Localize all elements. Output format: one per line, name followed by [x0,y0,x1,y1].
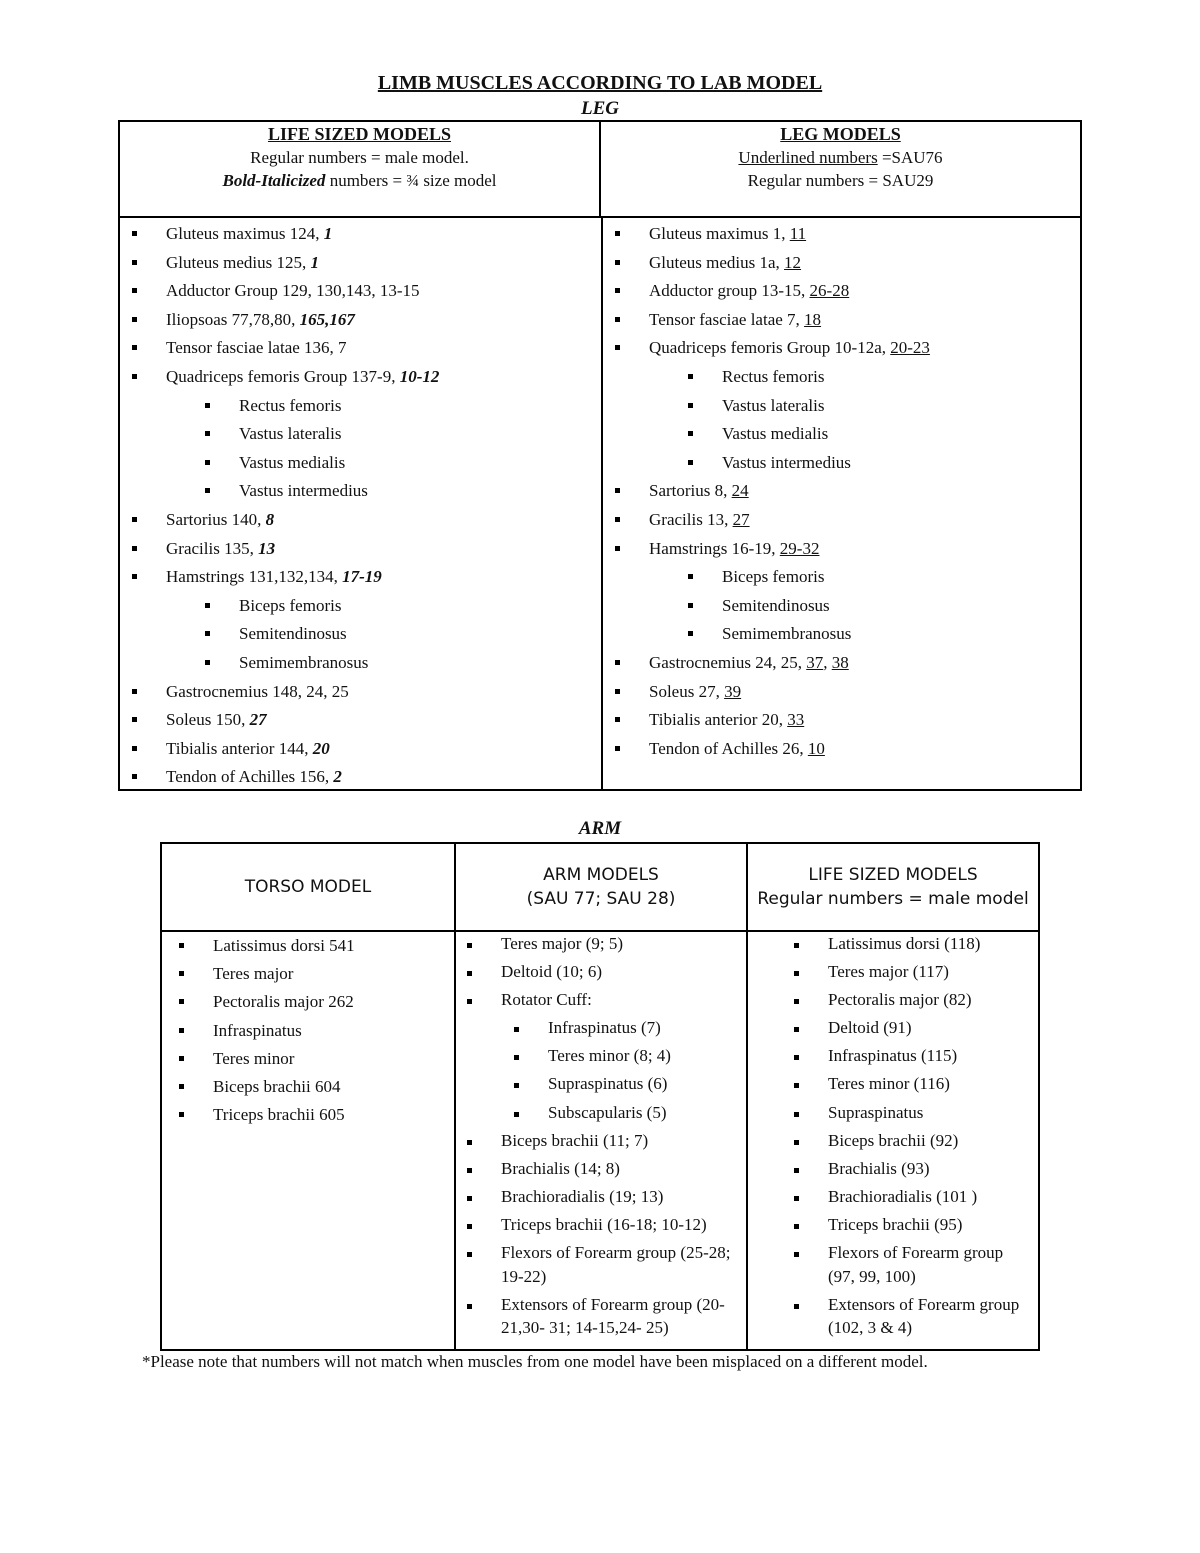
list-item [120,477,599,506]
list-item-text: Rectus femoris [722,366,825,386]
arm-col3-list [748,932,1036,1344]
bullet-icon [132,774,137,779]
list-item-text: Quadriceps femoris Group 10-12a, [649,338,891,358]
bullet-icon [794,943,799,948]
list-item-text: Vastus medialis [239,452,346,472]
bullet-icon [179,1028,184,1033]
leg-right-header [601,122,1080,218]
arm-table [160,842,1040,1351]
list-item [456,1072,742,1096]
bullet-icon [132,317,137,322]
list-item-text: Deltoid (10; 6) [501,962,603,982]
leg-right-header-line2: Regular numbers = SAU29 [747,171,934,190]
footnote: *Please note that numbers will not match when muscles from one model have been misplaced on a different model. [142,1352,928,1371]
list-item-text: Tensor fasciae latae 136, 7 [166,338,347,358]
leg-table [118,120,1082,791]
list-item [120,449,599,478]
list-item [162,1101,452,1129]
list-item [120,363,599,392]
underlined-number: 29-32 [779,538,820,558]
bullet-icon [132,288,137,293]
bullet-icon [794,1168,799,1173]
arm-col1-header [162,844,454,932]
list-item [603,334,1080,363]
list-item [456,932,742,956]
list-item [120,334,599,363]
bullet-icon [615,345,620,350]
list-item-text: Biceps brachii 604 [213,1077,341,1097]
bullet-icon [514,1055,519,1060]
list-item [162,988,452,1016]
list-item [456,1213,742,1237]
list-item-text: Triceps brachii 605 [213,1105,345,1125]
bullet-icon [467,1224,472,1229]
leg-left-header-title: LIFE SIZED MODELS [267,124,452,144]
list-item [603,306,1080,335]
list-item-text: Sartorius 8, [649,481,732,501]
bullet-icon [179,943,184,948]
bold-italic-number: 1 [323,224,333,243]
underlined-number: 10 [807,738,825,758]
list-item-text: Semitendinosus [722,595,830,615]
list-item-text: Teres major (9; 5) [501,934,624,953]
bullet-icon [467,1304,472,1309]
bullet-icon [467,1140,472,1145]
list-item-text: Gluteus medius 125, [166,252,311,272]
list-item [456,1157,742,1181]
bullet-icon [794,1196,799,1201]
list-item [120,563,599,592]
list-item [603,277,1080,306]
list-item-text: Adductor Group 129, 130,143, 13-15 [166,281,420,301]
bullet-icon [794,1027,799,1032]
bullet-icon [688,403,693,408]
list-item-text: Rotator Cuff: [501,990,592,1010]
list-item [603,392,1080,421]
bullet-icon [688,431,693,436]
bullet-icon [132,746,137,751]
leg-right-header-line1 [601,146,1080,169]
list-item [748,988,1036,1012]
list-item [162,1017,452,1045]
list-item-text: Rectus femoris [239,395,342,415]
bullet-icon [615,260,620,265]
list-item-text: Sartorius 140, [166,509,266,529]
list-item [120,649,599,678]
bullet-icon [205,431,210,436]
bullet-icon [794,1224,799,1229]
bullet-icon [615,517,620,522]
bullet-icon [615,717,620,722]
list-item [603,649,1080,678]
separator: , [823,652,832,672]
bold-italic-number: 27 [249,710,267,730]
list-item-text: Vastus lateralis [722,395,825,415]
underlined-number: 38 [831,652,849,672]
list-item-text: Brachioradialis (101 ) [828,1186,978,1206]
list-item [456,1016,742,1040]
bullet-icon [794,1140,799,1145]
underlined-number: 20-23 [890,338,930,358]
list-item-text: Latissimus dorsi (118) [828,934,981,953]
bullet-icon [615,689,620,694]
list-item [120,620,599,649]
list-item-text: Teres major (117) [828,962,949,982]
bullet-icon [132,260,137,265]
bullet-icon [132,546,137,551]
list-item-text: Gracilis 135, [166,538,259,558]
list-item [748,1129,1036,1153]
list-item [603,620,1080,649]
bullet-icon [794,1304,799,1309]
list-item-text: Teres minor (116) [828,1074,950,1094]
list-item [456,1185,742,1209]
arm-col3-header-line2: Regular numbers = male model [757,889,1029,909]
underlined-number: 37 [806,652,824,672]
bullet-icon [514,1112,519,1117]
list-item-text: Deltoid (91) [828,1018,912,1038]
list-item [162,1073,452,1101]
list-item-text: Triceps brachii (95) [828,1214,963,1234]
bullet-icon [205,460,210,465]
list-item-text: Iliopsoas 77,78,80, [166,309,300,329]
list-item [748,1044,1036,1068]
bullet-icon [467,1196,472,1201]
bullet-icon [132,689,137,694]
bullet-icon [615,746,620,751]
leg-left-header-line2 [120,169,599,192]
list-item-text: Vastus lateralis [239,424,342,444]
list-item-text: Brachialis (93) [828,1158,930,1178]
arm-col-arm-models [456,844,746,1349]
list-item [748,1101,1036,1125]
bullet-icon [688,603,693,608]
list-item [603,249,1080,278]
bullet-icon [467,943,472,948]
arm-col2-header [456,844,746,932]
list-item [120,277,599,306]
list-item-text: Gluteus medius 1a, [649,252,785,272]
list-item [120,306,599,335]
bullet-icon [132,374,137,379]
leg-section-title: LEG [581,98,619,119]
list-item-text: Semimembranosus [722,624,852,644]
arm-col1-list [162,932,452,1129]
page-title: LIMB MUSCLES ACCORDING TO LAB MODEL [377,72,823,94]
arm-col2-header-line2: (SAU 77; SAU 28) [526,889,676,909]
list-item-text: Pectoralis major (82) [828,990,972,1010]
bullet-icon [615,660,620,665]
list-item [603,563,1080,592]
list-item [162,1045,452,1073]
bullet-icon [179,971,184,976]
list-item [748,1293,1036,1340]
bullet-icon [467,1252,472,1257]
bullet-icon [794,1252,799,1257]
bullet-icon [205,403,210,408]
list-item [120,420,599,449]
list-item [120,592,599,621]
list-item [120,392,599,421]
list-item [120,735,599,764]
list-item [120,706,599,735]
bullet-icon [467,971,472,976]
leg-left-header-line2-rest: numbers = ¾ size model [325,171,497,190]
bold-italic-number: 1 [310,252,319,272]
list-item-text: Soleus 150, [166,710,250,730]
bullet-icon [179,1112,184,1117]
list-item [748,960,1036,984]
list-item-text: Teres minor [213,1048,295,1068]
leg-left-header [120,122,601,218]
list-item-text: Tibialis anterior 20, [649,710,788,730]
list-item [456,960,742,984]
list-item [603,420,1080,449]
list-item [603,678,1080,707]
underlined-number: 33 [787,710,805,730]
bullet-icon [179,1056,184,1061]
underlined-number: 18 [804,309,822,329]
list-item-text: Biceps brachii (11; 7) [501,1130,649,1150]
bullet-icon [514,1027,519,1032]
list-item-text: Quadriceps femoris Group 137-9, [166,366,400,386]
list-item [120,506,599,535]
bold-italic-number: 20 [312,738,330,758]
bold-italic-number: 165,167 [299,309,355,329]
list-item-text: Infraspinatus (115) [828,1046,958,1066]
bullet-icon [794,999,799,1004]
list-item-text: Biceps femoris [722,567,825,587]
list-item-text: Biceps femoris [239,595,342,615]
list-item [120,535,599,564]
bullet-icon [205,631,210,636]
list-item [162,932,452,960]
bullet-icon [615,546,620,551]
list-item-text: Gastrocnemius 148, 24, 25 [166,681,349,701]
list-item [748,932,1036,956]
list-item-text: Extensors of Forearm group (20- 21,30- 31; 14-15,24- 25) [501,1294,725,1338]
underlined-number: 26-28 [809,281,850,301]
underlined-number: 12 [784,252,802,272]
bold-italic-number: 8 [265,509,275,529]
list-item [456,1293,742,1340]
list-item-text: Tendon of Achilles 156, [166,767,334,787]
list-item-text: Soleus 27, [649,681,725,701]
list-item-text: Brachioradialis (19; 13) [501,1186,664,1206]
list-item-text: Tendon of Achilles 26, [649,738,808,758]
list-item-text: Teres major [213,964,294,984]
bullet-icon [794,1083,799,1088]
bold-italic-number: 2 [333,767,342,787]
list-item [603,220,1080,249]
list-item [456,1044,742,1068]
leg-right-header-line1-rest: =SAU76 [877,148,943,167]
bullet-icon [794,1112,799,1117]
list-item [748,1016,1036,1040]
list-item [603,363,1080,392]
bullet-icon [688,631,693,636]
list-item [603,506,1080,535]
list-item-text: Gluteus maximus 1, [649,224,790,243]
list-item [162,960,452,988]
list-item [748,1241,1036,1288]
list-item [603,735,1080,764]
underlined-number: 39 [724,681,742,701]
list-item-text: Subscapularis (5) [548,1102,667,1122]
list-item-text: Pectoralis major 262 [213,992,354,1012]
list-item-text: Extensors of Forearm group (102, 3 & 4) [828,1294,1020,1338]
list-item [603,477,1080,506]
list-item-text: Brachialis (14; 8) [501,1158,620,1178]
list-item [603,449,1080,478]
underlined-number: 11 [789,224,807,243]
leg-left-header-line1: Regular numbers = male model. [250,148,469,167]
list-item-text: Flexors of Forearm group (25-28; 19-22) [501,1243,731,1286]
bullet-icon [132,574,137,579]
list-item-text: Biceps brachii (92) [828,1130,959,1150]
bullet-icon [615,317,620,322]
bullet-icon [688,574,693,579]
bullet-icon [615,288,620,293]
list-item-text: Teres minor (8; 4) [548,1046,671,1066]
bullet-icon [794,1055,799,1060]
arm-col3-header [748,844,1038,932]
list-item [456,1101,742,1125]
leg-left-list [120,218,599,792]
arm-col-life-sized [748,844,1038,1349]
leg-right-list [603,218,1080,763]
list-item-text: Supraspinatus (6) [548,1074,668,1094]
list-item-text: Latissimus dorsi 541 [213,936,355,955]
arm-col-torso [162,844,454,1349]
list-item [456,988,742,1012]
bullet-icon [179,1084,184,1089]
list-item-text: Tensor fasciae latae 7, [649,309,805,329]
bullet-icon [205,603,210,608]
list-item [120,678,599,707]
bullet-icon [132,717,137,722]
arm-section-title: ARM [578,818,622,839]
leg-right-header-title: LEG MODELS [780,124,901,144]
list-item-text: Vastus intermedius [722,452,851,472]
bullet-icon [179,999,184,1004]
underlined-label: Underlined numbers [738,148,878,167]
bold-italic-number: 13 [258,538,276,558]
list-item [603,535,1080,564]
list-item [120,249,599,278]
list-item [748,1213,1036,1237]
list-item-text: Vastus medialis [722,424,829,444]
list-item-text: Supraspinatus [828,1102,924,1122]
list-item-text: Adductor group 13-15, [649,281,810,301]
bullet-icon [688,460,693,465]
bold-italic-label: Bold-Italicized [222,171,326,190]
bullet-icon [205,660,210,665]
bold-italic-number: 10-12 [399,366,440,386]
arm-col1-header-line1: TORSO MODEL [244,877,372,897]
list-item-text: Gastrocnemius 24, 25, [649,652,807,672]
bold-italic-number: 17-19 [342,567,382,587]
list-item [603,706,1080,735]
list-item-text: Vastus intermedius [239,481,368,501]
list-item [748,1072,1036,1096]
list-item-text: Infraspinatus [213,1020,302,1040]
bullet-icon [467,999,472,1004]
list-item [120,220,599,249]
bullet-icon [794,971,799,976]
list-item [603,592,1080,621]
bullet-icon [467,1168,472,1173]
list-item-text: Triceps brachii (16-18; 10-12) [501,1214,707,1234]
arm-col2-header-line1: ARM MODELS [543,865,659,885]
list-item [748,1185,1036,1209]
list-item-text: Semimembranosus [239,652,369,672]
bullet-icon [132,231,137,236]
list-item-text: Gluteus maximus 124, [166,224,324,243]
arm-col3-header-line1: LIFE SIZED MODELS [808,865,978,885]
list-item-text: Semitendinosus [239,624,347,644]
bullet-icon [132,345,137,350]
underlined-number: 24 [731,481,749,501]
bullet-icon [132,517,137,522]
list-item-text: Tibialis anterior 144, [166,738,313,758]
underlined-number: 27 [732,509,750,529]
list-item-text: Hamstrings 16-19, [649,538,780,558]
bullet-icon [205,488,210,493]
list-item [120,763,599,792]
bullet-icon [615,488,620,493]
list-item-text: Gracilis 13, [649,509,733,529]
list-item [456,1129,742,1153]
bullet-icon [688,374,693,379]
arm-col2-list [456,932,742,1344]
bullet-icon [514,1083,519,1088]
list-item-text: Hamstrings 131,132,134, [166,567,343,587]
bullet-icon [615,231,620,236]
list-item [456,1241,742,1288]
list-item [748,1157,1036,1181]
list-item-text: Infraspinatus (7) [548,1018,661,1038]
list-item-text: Flexors of Forearm group (97, 99, 100) [828,1243,1004,1286]
